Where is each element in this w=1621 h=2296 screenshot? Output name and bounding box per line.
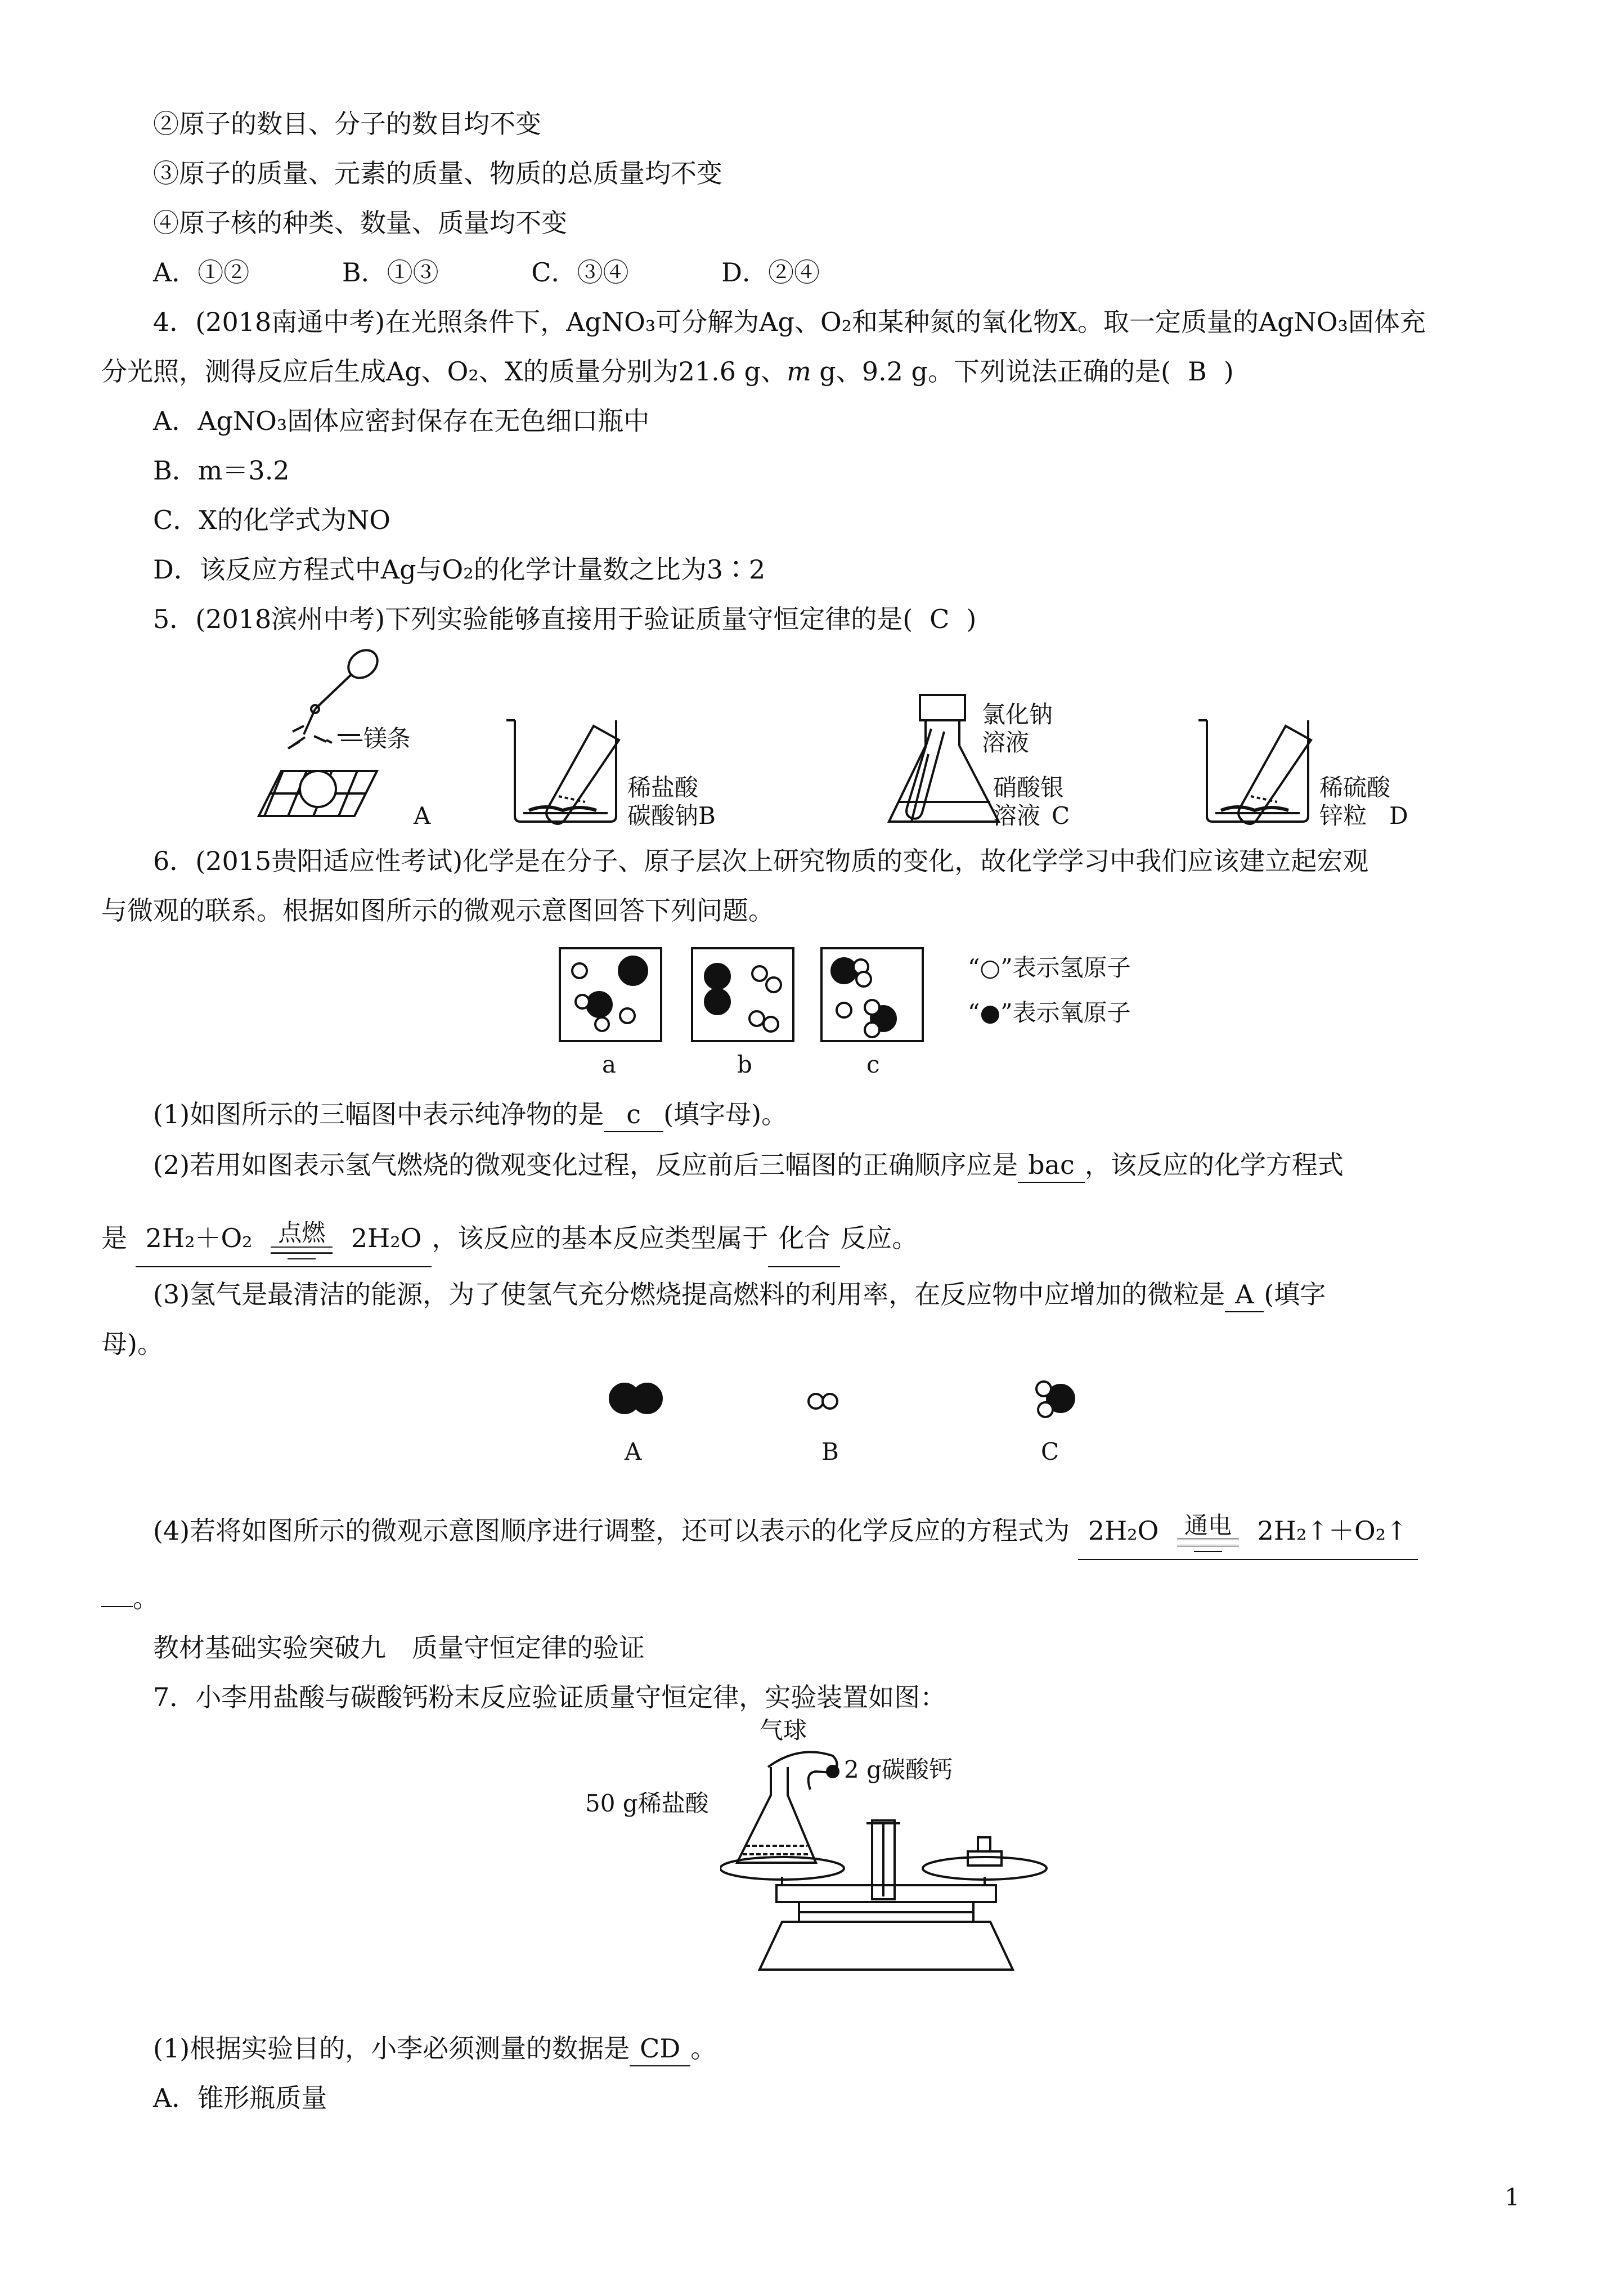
label-calcium-carbonate: 2 g碳酸钙: [844, 1756, 953, 1783]
q4-stem-line2: [101, 355, 1234, 388]
figure-c-letter: C: [1052, 802, 1070, 829]
q6-part4-line2: [101, 1581, 159, 1615]
q6-part2-end: 反应。: [840, 1223, 918, 1253]
q4-option-a: A．AgNO₃固体应密封保存在无色细口瓶中: [153, 406, 650, 436]
q4-option-b: B．m＝3.2: [153, 455, 290, 486]
equation-2: [1078, 1503, 1418, 1560]
figure-a-letter: A: [414, 802, 431, 829]
box-a: [560, 948, 661, 1041]
section-title: 教材基础实验突破九 质量守恒定律的验证: [153, 1633, 645, 1663]
equation-2-reactant: 2H₂O: [1088, 1515, 1159, 1546]
box-label-b: b: [737, 1051, 752, 1078]
figure-d-label1: 稀硫酸: [1319, 774, 1391, 801]
q6-part1-text: (1)如图所示的三幅图中表示纯净物的是: [153, 1099, 604, 1129]
q3-options: [153, 255, 820, 289]
q6-part1-suffix: (填字母)。: [663, 1099, 788, 1129]
q7-part1-text: (1)根据实验目的，小李必须测量的数据是: [153, 2033, 630, 2064]
q6-part2-line1: [153, 1148, 1344, 1183]
q6-part4-text: (4)若将如图所示的微观示意图顺序进行调整，还可以表示的化学反应的方程式为: [153, 1515, 1070, 1546]
statement-3: ③原子的质量、元素的质量、物质的总质量均不变: [153, 158, 722, 189]
q6-part4: [153, 1503, 1418, 1560]
equation-1: [136, 1210, 432, 1267]
q6-part3-line1: [153, 1277, 1326, 1312]
q4-stem-line1: 4．(2018南通中考)在光照条件下，AgNO₃可分解为Ag、O₂和某种氮的氧化物X。取一定质量的AgNO₃固体充: [153, 307, 1426, 337]
equation-1-reactants: 2H₂＋O₂: [145, 1223, 253, 1253]
label-hydrochloric-acid: 50 g稀盐酸: [585, 1790, 709, 1817]
q4-stem-part1: 分光照，测得反应后生成Ag、O₂、X的质量分别为21.6 g、: [101, 356, 787, 387]
box-label-c: c: [866, 1051, 880, 1078]
particle-label-c: C: [1041, 1438, 1059, 1465]
q6-part2-text: (2)若用如图表示氢气燃烧的微观变化过程，反应前后三幅图的正确顺序应是: [153, 1150, 1018, 1180]
q6-part3-answer: A: [1225, 1277, 1264, 1312]
particle-label-b: B: [821, 1438, 839, 1465]
figure-d-label2: [1319, 799, 1408, 833]
particle-b: [809, 1394, 823, 1409]
q6-part2-is: 是: [101, 1223, 127, 1253]
box-label-a: a: [602, 1051, 617, 1078]
figure-b-label2: [627, 799, 716, 833]
q4-stem-part2: g、9.2 g。下列说法正确的是(: [811, 356, 1171, 387]
equation-2-products: 2H₂↑＋O₂↑: [1257, 1515, 1408, 1546]
q6-part4-end: 。: [133, 1583, 159, 1613]
q6-part3-text: (3)氢气是最清洁的能源，为了使氢气充分燃烧提高燃料的利用率，在反应物中应增加的微粒是: [153, 1279, 1225, 1310]
q7-part1-answer: CD: [630, 2032, 690, 2066]
equation-1-condition: [271, 1221, 333, 1259]
q3-option-b: B．①③: [342, 257, 439, 288]
q6-part2-line2: [101, 1210, 918, 1267]
particle-label-a: A: [625, 1438, 642, 1465]
figure-c-label1: 氯化钠: [982, 701, 1053, 728]
figure-d-letter: D: [1389, 802, 1408, 829]
q7-part1: [153, 2032, 716, 2066]
label-balloon: 气球: [760, 1716, 807, 1744]
statement-4: ④原子核的种类、数量、质量均不变: [153, 208, 567, 238]
figure-a-label-text: 镁条: [363, 725, 411, 752]
q6-part1: [153, 1097, 787, 1132]
q7-option-a: A．锥形瓶质量: [153, 2083, 327, 2113]
q5-stem-text: 5．(2018滨州中考)下列实验能够直接用于验证质量守恒定律的是(: [153, 604, 913, 634]
q6-part2-type-text: ，该反应的基本反应类型属于: [432, 1223, 769, 1253]
q6-reaction-type-answer: 化合: [768, 1210, 840, 1267]
q6-part3-line2: 母)。: [101, 1329, 163, 1359]
q4-answer: B: [1187, 356, 1207, 387]
q6-particle-options: [591, 1373, 1097, 1424]
q4-stem-m: m: [787, 356, 811, 387]
equation-1-condition-text: 点燃: [278, 1219, 326, 1246]
q6-stem-line1: 6．(2015贵阳适应性考试)化学是在分子、原子层次上研究物质的变化，故化学学习中我们应该建立起宏观: [153, 846, 1369, 876]
q7-part1-end: 。: [690, 2033, 717, 2064]
figure-b-beaker: [506, 720, 619, 824]
q5-stem: [153, 602, 976, 636]
statement-2: ②原子的数目、分子的数目均不变: [153, 109, 541, 139]
figure-a-label: —镁条: [340, 725, 411, 752]
figure-c-label4: [993, 799, 1070, 833]
legend-hydrogen: “○”表示氢原子: [968, 954, 1131, 981]
q3-option-d: D．②④: [721, 257, 820, 288]
figure-c-label3: 硝酸银: [993, 774, 1065, 801]
q6-part1-answer: c: [604, 1097, 663, 1132]
figure-c-label4-text: 溶液: [993, 802, 1041, 829]
q3-option-a: A．①②: [153, 257, 250, 288]
q6-part2-answer: bac: [1018, 1148, 1085, 1183]
figure-b-letter: B: [698, 802, 716, 829]
equation-1-products: 2H₂O: [351, 1223, 422, 1253]
q6-part2-suffix: ，该反应的化学方程式: [1084, 1150, 1344, 1180]
q3-option-c: C．③④: [531, 257, 629, 288]
figure-c-label2: 溶液: [982, 729, 1030, 756]
equation-2-condition: [1177, 1514, 1239, 1552]
figure-b-label1: 稀盐酸: [627, 774, 699, 801]
q5-stem-close: ): [966, 604, 977, 634]
equation-2-condition-text: 通电: [1184, 1512, 1232, 1539]
q4-option-d: D．该反应方程式中Ag与O₂的化学计量数之比为3∶2: [153, 554, 766, 585]
q4-option-c: C．X的化学式为NO: [153, 505, 390, 535]
q6-part4-blank-tail: [101, 1606, 133, 1607]
q5-answer: C: [930, 604, 950, 634]
q6-stem-line2: 与微观的联系。根据如图所示的微观示意图回答下列问题。: [101, 895, 774, 926]
figure-b-label2-text: 碳酸钠: [627, 802, 699, 829]
q6-part3-suffix: (填字: [1264, 1279, 1326, 1310]
q7-stem: 7．小李用盐酸与碳酸钙粉末反应验证质量守恒定律，实验装置如图：: [153, 1682, 946, 1712]
figure-d-beaker: [1198, 720, 1311, 824]
legend-oxygen: “●”表示氧原子: [968, 999, 1131, 1026]
figure-d-label2-text: 锌粒: [1319, 802, 1367, 829]
page-number: 1: [1505, 2183, 1520, 2211]
q4-stem-close: ): [1223, 356, 1234, 387]
